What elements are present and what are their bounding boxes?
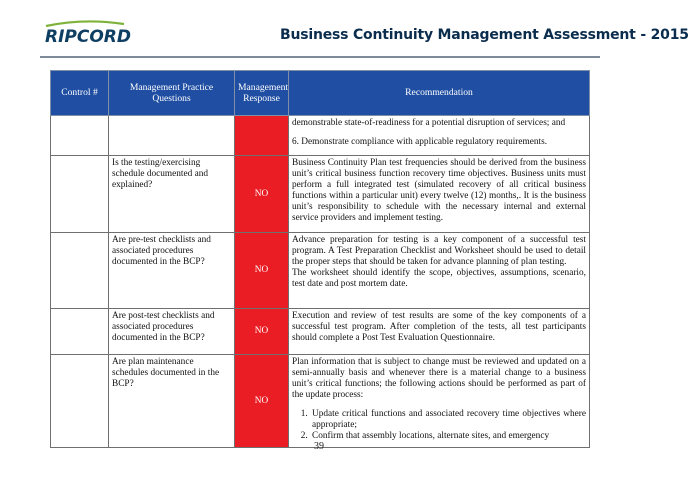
cell-question: Are plan maintenance schedules documented in the BCP? [109,355,235,448]
cell-recommendation [289,116,590,156]
table-row [51,116,590,156]
table-row [51,309,590,355]
recommendation-list [292,409,586,442]
recommendation-text: demonstrable state-of-readiness for a potential disruption of services; and [292,118,566,128]
cell-response: NO [235,233,289,309]
header-divider [40,56,600,58]
document-title: Business Continuity Management Assessment - 2015 [280,27,689,43]
recommendation-text: Business Continuity Plan test frequencies should be derived from the business unit’s critical business function recovery time objectives. Business units must perform a full integrated test (simulated recovery of all critical business functions within a particular unit) every twelve (12) months,. It is the business unit’s responsibility to schedule with the necessary internal and external service providers and implement testing. [292,158,586,223]
cell-recommendation [289,156,590,233]
cell-question: Are pre-test checklists and associated procedures documented in the BCP? [109,233,235,309]
ripcord-logo [44,20,134,46]
cell-question [109,116,235,156]
list-item: 1. Update critical functions and associated recovery time objectives where appropriate; [310,409,586,431]
cell-question: Is the testing/exercising schedule documented and explained? [109,156,235,233]
cell-response: NO [235,309,289,355]
recommendation-text: Advance preparation for testing is a key component of a successful test program. A Test Preparation Checklist and Worksheet should be used to detail the proper steps that should be taken for advance planning of plan testing. [292,235,586,267]
recommendation-text: Execution and review of test results are some of the key components of a successful test program. After completion of the tests, all test participants should complete a Post Test Evaluation Questionnaire. [292,311,586,343]
header-response: Management Response [235,71,289,116]
cell-control [51,309,109,355]
cell-control [51,116,109,156]
list-item: 2. Confirm that assembly locations, alternate sites, and emergency [310,431,586,442]
cell-response: NO [235,355,289,448]
header-control: Control # [51,71,109,116]
assessment-table [50,70,590,448]
header-question: Management Practice Questions [109,71,235,116]
cell-recommendation [289,309,590,355]
page-number: 39 [314,441,324,452]
recommendation-text: The worksheet should identify the scope, objectives, assumptions, scenario, test date and post mortem date. [292,267,586,289]
cell-recommendation [289,355,590,448]
cell-control [51,233,109,309]
cell-control [51,355,109,448]
cell-control [51,156,109,233]
table-row [51,233,590,309]
recommendation-text: 6. Demonstrate compliance with applicable regulatory requirements. [292,136,548,147]
cell-response: NO [235,156,289,233]
logo-mark [44,20,134,46]
table-header-row [51,71,590,116]
cell-response [235,116,289,156]
table-row [51,355,590,448]
cell-question: Are post-test checklists and associated procedures documented in the BCP? [109,309,235,355]
logo-text: RIPCORD [45,27,132,47]
recommendation-text: Plan information that is subject to change must be reviewed and updated on a semi-annually basis and whenever there is a material change to a business unit’s critical functions; the following actions should be performed as part of the update process: [292,357,586,400]
cell-recommendation [289,233,590,309]
header-recommendation: Recommendation [289,71,590,116]
table-row [51,156,590,233]
